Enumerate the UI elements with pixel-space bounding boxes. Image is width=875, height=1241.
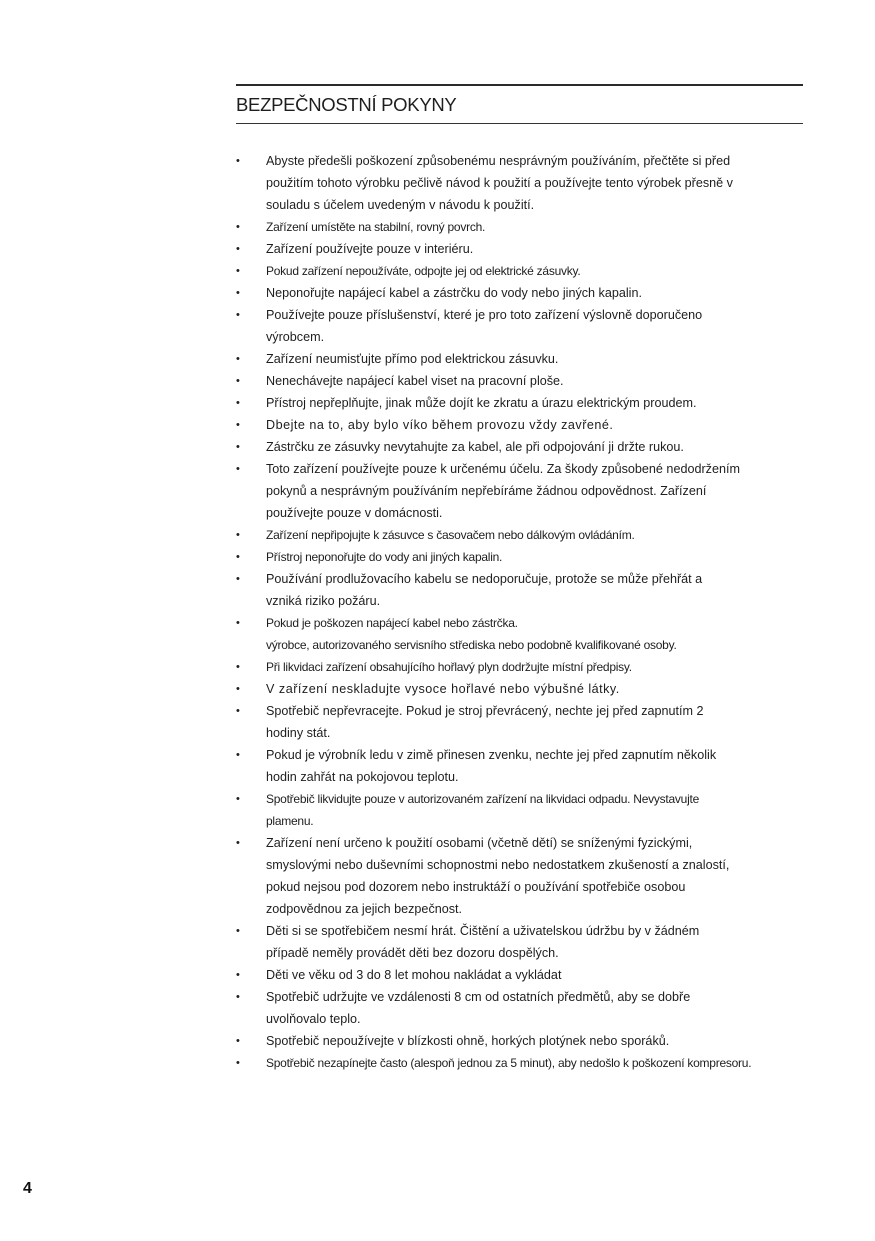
list-item bbox=[236, 150, 806, 216]
bullet-point-icon: • bbox=[236, 243, 240, 255]
bullet-point-icon: • bbox=[236, 551, 240, 563]
bullet-point-icon: • bbox=[236, 1057, 240, 1069]
list-item bbox=[236, 920, 806, 964]
list-item bbox=[236, 568, 806, 612]
list-item-text-line: zodpovědnou za jejich bezpečnost. bbox=[266, 902, 463, 916]
list-item-text-line: Používejte pouze příslušenství, které je pro toto zařízení výslovně doporučeno bbox=[266, 308, 703, 322]
bullet-point-icon: • bbox=[236, 837, 240, 849]
safety-instructions-list bbox=[236, 150, 806, 1074]
list-item-text-line: Zařízení neumisťujte přímo pod elektrickou zásuvku. bbox=[266, 352, 559, 366]
list-item-text-line: Pokud je výrobník ledu v zimě přinesen zvenku, nechte jej před zapnutím několik bbox=[266, 748, 717, 762]
list-item bbox=[236, 282, 806, 304]
list-item bbox=[236, 458, 806, 524]
list-item-text-line: Zařízení umístěte na stabilní, rovný povrch. bbox=[266, 220, 486, 234]
list-item-text-line: použitím tohoto výrobku pečlivě návod k použití a používejte tento výrobek přesně v bbox=[266, 176, 733, 190]
bullet-point-icon: • bbox=[236, 375, 240, 387]
bullet-point-icon: • bbox=[236, 419, 241, 431]
list-item-text-line: Děti si se spotřebičem nesmí hrát. Čištění a uživatelskou údržbu by v žádném bbox=[266, 924, 700, 938]
list-item-text-line: Neponořujte napájecí kabel a zástrčku do vody nebo jiných kapalin. bbox=[266, 286, 642, 300]
list-item-text-line: Používání prodlužovacího kabelu se nedoporučuje, protože se může přehřát a bbox=[266, 572, 703, 586]
list-item-text-line: Spotřebič nezapínejte často (alespoň jednou za 5 minut), aby nedošlo k poškození kompresoru. bbox=[266, 1056, 752, 1070]
bullet-point-icon: • bbox=[236, 925, 240, 937]
list-item bbox=[236, 238, 806, 260]
header-bottom-rule bbox=[236, 123, 803, 124]
list-item bbox=[236, 546, 806, 568]
list-item bbox=[236, 678, 806, 700]
list-item-text-line: hodiny stát. bbox=[266, 726, 331, 740]
list-item bbox=[236, 414, 806, 436]
list-item-text-line: souladu s účelem uvedeným v návodu k použití. bbox=[266, 198, 535, 212]
bullet-point-icon: • bbox=[236, 155, 240, 167]
list-item bbox=[236, 964, 806, 986]
bullet-point-icon: • bbox=[236, 705, 240, 717]
bullet-point-icon: • bbox=[236, 683, 241, 695]
list-item-text-line: pokud nejsou pod dozorem nebo instruktáží o používání spotřebiče osobou bbox=[266, 880, 686, 894]
bullet-point-icon: • bbox=[236, 353, 240, 365]
list-item-text-line: Nenechávejte napájecí kabel viset na pracovní ploše. bbox=[266, 374, 564, 388]
list-item-text-line: Spotřebič udržujte ve vzdálenosti 8 cm od ostatních předmětů, aby se dobře bbox=[266, 990, 691, 1004]
list-item bbox=[236, 348, 806, 370]
list-item bbox=[236, 700, 806, 744]
list-item-text-line: Spotřebič nepřevracejte. Pokud je stroj převrácený, nechte jej před zapnutím 2 bbox=[266, 704, 704, 718]
list-item-text-line: Děti ve věku od 3 do 8 let mohou nakládat a vykládat bbox=[266, 968, 562, 982]
bullet-point-icon: • bbox=[236, 1035, 240, 1047]
list-item bbox=[236, 832, 806, 920]
list-item-text-line: výrobcem. bbox=[266, 330, 325, 344]
list-item bbox=[236, 370, 806, 392]
header-top-rule bbox=[236, 84, 803, 86]
bullet-point-icon: • bbox=[236, 529, 240, 541]
bullet-point-icon: • bbox=[236, 221, 240, 233]
list-item-text-line: Pokud zařízení nepoužíváte, odpojte jej od elektrické zásuvky. bbox=[266, 264, 581, 278]
list-item bbox=[236, 260, 806, 282]
list-item-text-line: uvolňovalo teplo. bbox=[266, 1012, 361, 1026]
list-item-text-line: Dbejte na to, aby bylo víko během provozu vždy zavřené. bbox=[266, 418, 614, 432]
list-item bbox=[236, 304, 806, 348]
bullet-point-icon: • bbox=[236, 287, 240, 299]
list-item-text-line: Spotřebič nepoužívejte v blízkosti ohně, horkých plotýnek nebo sporáků. bbox=[266, 1034, 670, 1048]
list-item bbox=[236, 612, 806, 656]
list-item-text-line: Pokud je poškozen napájecí kabel nebo zástrčka. bbox=[266, 616, 518, 630]
list-item bbox=[236, 1052, 806, 1074]
bullet-point-icon: • bbox=[236, 265, 240, 277]
bullet-point-icon: • bbox=[236, 463, 240, 475]
list-item bbox=[236, 788, 806, 832]
list-item-text-line: pokynů a nesprávným používáním nepřebíráme žádnou odpovědnost. Zařízení bbox=[266, 484, 707, 498]
section-title: BEZPEČNOSTNÍ POKYNY bbox=[236, 94, 457, 115]
list-item bbox=[236, 216, 806, 238]
list-item bbox=[236, 392, 806, 414]
page-number: 4 bbox=[23, 1180, 32, 1197]
list-item bbox=[236, 436, 806, 458]
list-item-text-line: V zařízení neskladujte vysoce hořlavé nebo výbušné látky. bbox=[266, 682, 620, 696]
bullet-point-icon: • bbox=[236, 793, 240, 805]
list-item bbox=[236, 656, 806, 678]
bullet-point-icon: • bbox=[236, 617, 240, 629]
list-item-text-line: Zařízení používejte pouze v interiéru. bbox=[266, 242, 474, 256]
list-item-text-line: Přístroj neponořujte do vody ani jiných kapalin. bbox=[266, 550, 503, 564]
list-item-text-line: Přístroj nepřeplňujte, jinak může dojít ke zkratu a úrazu elektrickým proudem. bbox=[266, 396, 697, 410]
list-item-text-line: vzniká riziko požáru. bbox=[266, 594, 381, 608]
list-item-text-line: Spotřebič likvidujte pouze v autorizovaném zařízení na likvidaci odpadu. Nevystavujte bbox=[266, 792, 699, 806]
list-item-text-line: Při likvidaci zařízení obsahujícího hořlavý plyn dodržujte místní předpisy. bbox=[266, 660, 632, 674]
bullet-point-icon: • bbox=[236, 969, 240, 981]
list-item-text-line: smyslovými nebo duševními schopnostmi nebo nedostatkem zkušeností a znalostí, bbox=[266, 858, 730, 872]
bullet-point-icon: • bbox=[236, 397, 240, 409]
list-item-text-line: výrobce, autorizovaného servisního střediska nebo podobně kvalifikované osoby. bbox=[266, 638, 677, 652]
list-item-text-line: hodin zahřát na pokojovou teplotu. bbox=[266, 770, 459, 784]
list-item bbox=[236, 744, 806, 788]
list-item bbox=[236, 986, 806, 1030]
list-item-text-line: případě neměly provádět děti bez dozoru dospělých. bbox=[266, 946, 559, 960]
list-item-text-line: Abyste předešli poškození způsobenému nesprávným používáním, přečtěte si před bbox=[266, 154, 731, 168]
bullet-point-icon: • bbox=[236, 309, 240, 321]
list-item-text-line: Zařízení není určeno k použití osobami (včetně dětí) se sníženými fyzickými, bbox=[266, 836, 693, 850]
bullet-point-icon: • bbox=[236, 661, 240, 673]
bullet-point-icon: • bbox=[236, 441, 240, 453]
list-item-text-line: používejte pouze v domácnosti. bbox=[266, 506, 443, 520]
list-item-text-line: Zástrčku ze zásuvky nevytahujte za kabel, ale při odpojování ji držte rukou. bbox=[266, 440, 684, 454]
bullet-point-icon: • bbox=[236, 573, 240, 585]
list-item bbox=[236, 524, 806, 546]
bullet-point-icon: • bbox=[236, 749, 240, 761]
list-item-text-line: Zařízení nepřipojujte k zásuvce s časovačem nebo dálkovým ovládáním. bbox=[266, 528, 635, 542]
list-item-text-line: plamenu. bbox=[266, 814, 314, 828]
list-item bbox=[236, 1030, 806, 1052]
list-item-text-line: Toto zařízení používejte pouze k určenému účelu. Za škody způsobené nedodržením bbox=[266, 462, 740, 476]
bullet-point-icon: • bbox=[236, 991, 240, 1003]
